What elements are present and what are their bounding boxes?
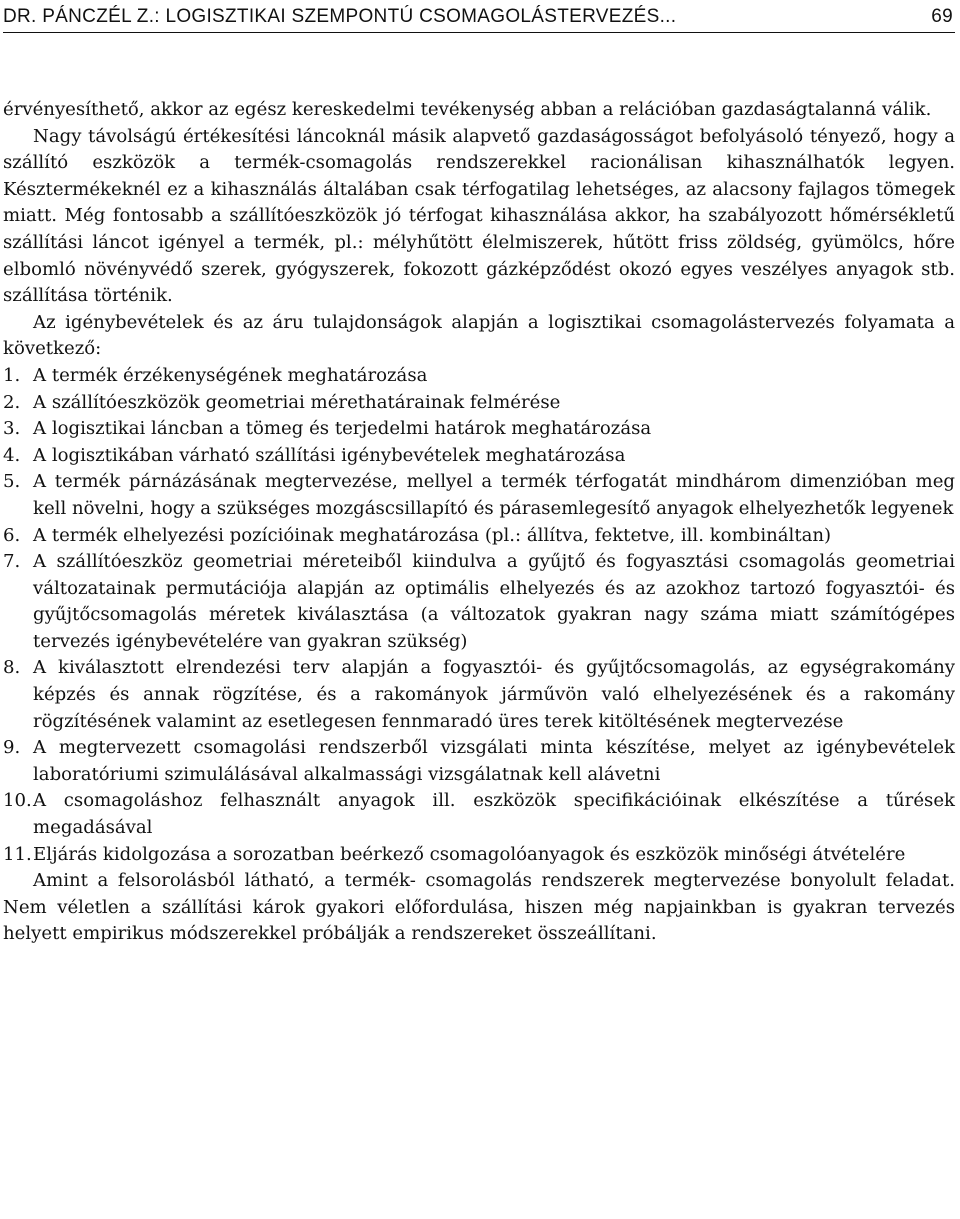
list-item <box>3 842 955 869</box>
document-page <box>3 0 955 948</box>
list-item-text: A kiválasztott elrendezési terv alapján a fogyasztói- és gyűjtőcsomagolás, az egységrakomány képzés és annak rögzítése, és a rakományok járművön való elhelyezésének és a rakomány rögzítésének valamint az esetlegesen fennmaradó üres terek kitöltésének megtervezése <box>33 657 955 732</box>
list-item-number: 11. <box>3 843 32 865</box>
list-item-text: A termék elhelyezési pozícióinak meghatározása (pl.: állítva, fektetve, ill. kombináltan) <box>33 524 832 546</box>
list-item <box>3 390 955 417</box>
paragraph-conclusion: Amint a felsorolásból látható, a termék- csomagolás rendszerek megtervezése bonyolult feladat. Nem véletlen a szállítási károk gyakori előfordulása, hiszen még napjainkban is gyakran tervezés helyett empirikus módszerekkel próbálják a rendszereket összeállítani. <box>3 870 955 945</box>
page-number: 69 <box>931 6 953 27</box>
list-item-number: 6. <box>3 524 21 546</box>
list-item <box>3 523 955 550</box>
list-item <box>3 363 955 390</box>
list-item <box>3 735 955 788</box>
list-item <box>3 443 955 470</box>
list-item-number: 2. <box>3 391 21 413</box>
list-item <box>3 655 955 735</box>
running-header <box>3 0 955 33</box>
list-item <box>3 416 955 443</box>
list-item-number: 1. <box>3 364 21 386</box>
list-item <box>3 788 955 841</box>
body-text <box>3 97 955 948</box>
list-item-number: 7. <box>3 551 21 573</box>
list-item-text: A termék párnázásának megtervezése, mellyel a termék térfogatát mindhárom dimenzióban meg kell növelni, hogy a szükséges mozgáscsillapító és párasemlegesítő anyagok elhelyezhetők legyenek <box>33 471 955 519</box>
paragraph-continuation: érvényesíthető, akkor az egész kereskedelmi tevékenység abban a relációban gazdaságtalanná válik. <box>3 99 932 120</box>
list-item-text: A logisztikában várható szállítási igénybevételek meghatározása <box>33 444 626 466</box>
list-item-text: A csomagoláshoz felhasznált anyagok ill. eszközök specifikációinak elkészítése a tűrések megadásával <box>33 790 955 839</box>
list-item-text: A megtervezett csomagolási rendszerből vizsgálati minta készítése, melyet az igénybevételek laboratóriumi szimulálásával alkalmassági vizsgálatnak kell alávetni <box>33 737 955 785</box>
header-title: DR. PÁNCZÉL Z.: LOGISZTIKAI SZEMPONTÚ CSOMAGOLÁSTERVEZÉS... <box>3 6 677 27</box>
list-item-number: 9. <box>3 737 21 759</box>
list-item-number: 5. <box>3 471 21 493</box>
list-item <box>3 549 955 655</box>
list-item-number: 10. <box>3 790 32 812</box>
list-item-number: 3. <box>3 418 21 440</box>
list-item <box>3 469 955 522</box>
paragraph-transport-efficiency: Nagy távolságú értékesítési láncoknál másik alapvető gazdaságosságot befolyásoló tényező, hogy a szállító eszközök a termék-csomagolás rendszerekkel racionálisan kihasználhatók legyen. Késztermékeknél ez a kihasználás általában csak térfogatilag lehetséges, az alacsony fajlagos tömegek miatt. Még fontosabb a szállítóeszközök jó térfogat kihasználása akkor, ha szabályozott hőmérsékletű szállítási láncot igényel a termék, pl.: mélyhűtött élelmiszerek, hűtött friss zöldség, gyümölcs, hőre elbomló növényvédő szerek, gyógyszerek, fokozott gázképződést okozó egyes veszélyes anyagok stb. szállítása történik. <box>3 125 955 307</box>
list-item-text: A szállítóeszközök geometriai mérethatárainak felmérése <box>33 391 561 413</box>
list-item-text: A termék érzékenységének meghatározása <box>33 364 428 386</box>
process-steps-list <box>3 363 955 868</box>
list-item-number: 8. <box>3 657 21 679</box>
list-item-number: 4. <box>3 444 21 466</box>
paragraph-process-intro: Az igénybevételek és az áru tulajdonságok alapján a logisztikai csomagolástervezés folyamata a következő: <box>3 311 955 360</box>
list-item-text: A logisztikai láncban a tömeg és terjedelmi határok meghatározása <box>33 418 652 440</box>
list-item-text: Eljárás kidolgozása a sorozatban beérkező csomagolóanyagok és eszközök minőségi átvételére <box>33 843 906 865</box>
list-item-text: A szállítóeszköz geometriai méreteiből kiindulva a gyűjtő és fogyasztási csomagolás geometriai változatainak permutációja alapján az optimális elhelyezés és az azokhoz tartozó fogyasztói- és gyűjtőcsomagolás méretek kiválasztása (a változatok gyakran nagy száma miatt számítógépes tervezés igénybevételére van gyakran szükség) <box>33 551 955 652</box>
